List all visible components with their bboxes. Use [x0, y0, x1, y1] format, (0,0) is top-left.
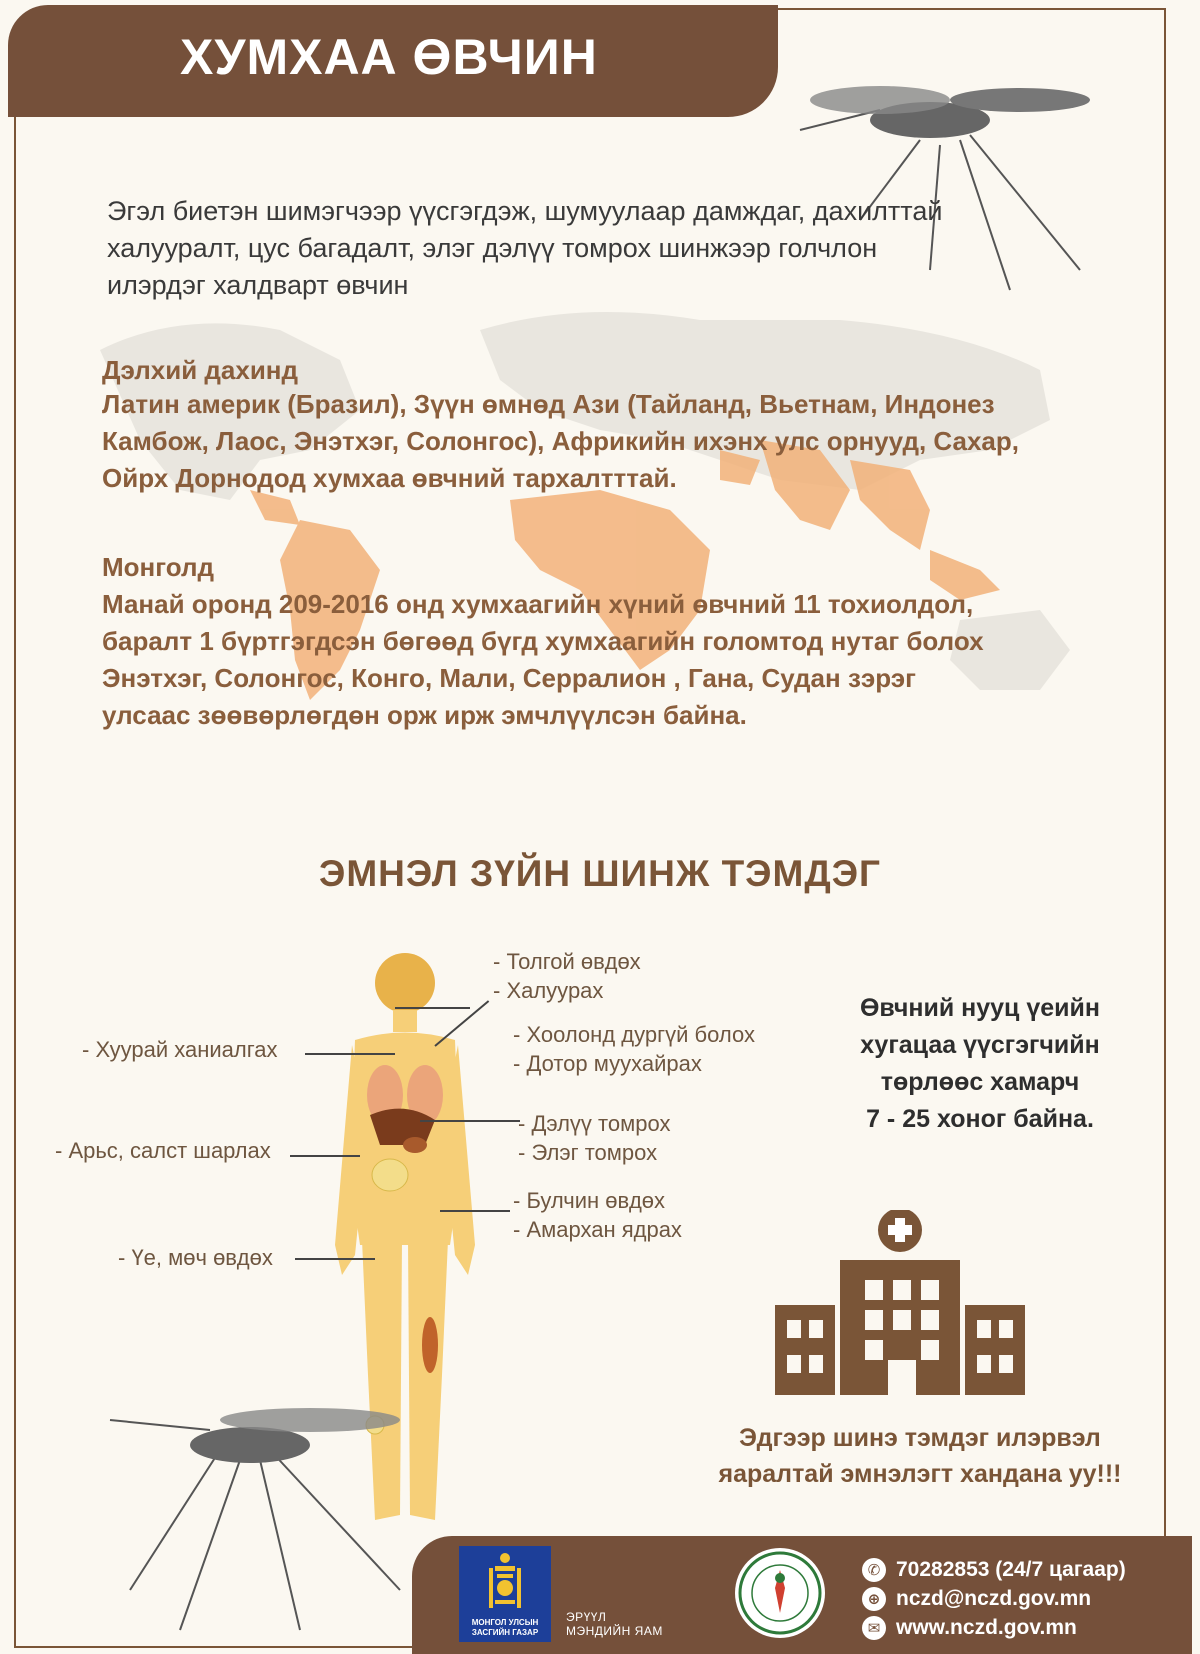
mongolia-line: Манай оронд 209-2016 онд хумхаагийн хүний өвчний 11 тохиолдол,: [102, 589, 974, 619]
symptom-muscle-pain: - Булчин өвдөх: [513, 1188, 666, 1213]
leader-line: [395, 1007, 470, 1009]
nczd-emblem-icon: [735, 1548, 825, 1638]
mail-icon: ✉: [862, 1616, 886, 1640]
symptom-nausea: - Дотор муухайрах: [513, 1051, 702, 1076]
symptom-liver: - Элэг томрох: [518, 1140, 658, 1165]
symptom-jaundice: - Арьс, салст шарлах: [55, 1138, 271, 1163]
phone-icon: ✆: [862, 1558, 886, 1582]
warning-line: Эдгээр шинэ тэмдэг илэрвэл: [739, 1424, 1101, 1452]
incubation-line: Өвчний нууц үеийн: [859, 994, 1101, 1022]
leader-line: [440, 1210, 510, 1212]
intro-line: халууралт, цус багадалт, элэг дэлүү томрох шинжээр голчлон: [107, 233, 878, 263]
contact-website[interactable]: [862, 1616, 1077, 1640]
mongolia-text: [102, 586, 1102, 734]
page-title: ХУМХАА ӨВЧИН: [180, 29, 598, 85]
mongolia-heading: Монголд: [102, 552, 214, 582]
intro-paragraph: [107, 193, 1107, 304]
symptom-joint-pain: - Үе, мөч өвдөх: [118, 1245, 273, 1270]
incubation-note: [800, 990, 1160, 1138]
incubation-line: төрлөөс хамарч: [880, 1068, 1080, 1096]
mosquito-illustration-bottom: [70, 1390, 410, 1640]
nczd-seal-logo: [735, 1548, 825, 1638]
government-logo-label: [459, 1618, 551, 1638]
email-address: nczd@nczd.gov.mn: [896, 1587, 1092, 1610]
globe-icon: ⊕: [862, 1587, 886, 1611]
symptoms-title: ЭМНЭЛ ЗҮЙН ШИНЖ ТЭМДЭГ: [319, 853, 881, 894]
ministry-line: ЭРҮҮЛ: [566, 1610, 607, 1624]
world-heading: Дэлхий дахинд: [102, 355, 299, 385]
warning-message: [650, 1420, 1190, 1492]
leader-line: [420, 1120, 520, 1122]
symptom-appetite-loss: - Хоолонд дургүй болох: [513, 1022, 755, 1047]
hospital-icon: [775, 1210, 1025, 1395]
world-line: Латин америк (Бразил), Зүүн өмнөд Ази (Тайланд, Вьетнам, Индонез: [102, 389, 995, 419]
world-text: [102, 386, 1102, 497]
contact-phone[interactable]: [862, 1558, 1126, 1582]
gov-label-line: МОНГОЛ УЛСЫН: [471, 1618, 539, 1627]
mongolia-line: баралт 1 бүртгэгдсэн бөгөөд бүгд хумхаагийн голомтод нутаг болох: [102, 626, 984, 656]
leader-line: [305, 1053, 395, 1055]
symptom-fatigue: - Амархан ядрах: [513, 1217, 682, 1242]
world-line: Ойрх Дорнодод хумхаа өвчний тархалтттай.: [102, 463, 677, 493]
contact-email[interactable]: [862, 1587, 1091, 1611]
website-url: www.nczd.gov.mn: [896, 1616, 1077, 1639]
symptom-headache: - Толгой өвдөх: [493, 949, 641, 974]
intro-line: Эгэл биетэн шимэгчээр үүсгэгдэж, шумуулаар дамждаг, дахилттай: [107, 196, 943, 226]
ministry-line: МЭНДИЙН ЯАМ: [566, 1624, 663, 1638]
symptom-dry-cough: - Хуурай ханиалгах: [82, 1037, 278, 1062]
intro-line: илэрдэг халдварт өвчин: [107, 270, 409, 300]
soyombo-icon: [459, 1546, 551, 1616]
mongolia-line: улсаас зөөвөрлөгдөн орж ирж эмчлүүлсэн байна.: [102, 700, 747, 730]
symptom-fever: - Халуурах: [493, 978, 604, 1003]
phone-number: 70282853 (24/7 цагаар): [896, 1558, 1126, 1581]
symptom-spleen: - Дэлүү томрох: [518, 1111, 671, 1136]
leader-line: [290, 1155, 360, 1157]
ministry-name: [566, 1610, 663, 1638]
gov-label-line: ЗАСГИЙН ГАЗАР: [471, 1628, 539, 1637]
mongolia-line: Энэтхэг, Солонгос, Конго, Мали, Серралион , Гана, Судан зэрэг: [102, 663, 916, 693]
incubation-line: 7 - 25 хоног байна.: [866, 1105, 1094, 1133]
leader-line: [295, 1258, 375, 1260]
warning-line: яаралтай эмнэлэгт хандана уу!!!: [718, 1460, 1122, 1488]
incubation-line: хугацаа үүсгэгчийн: [860, 1031, 1100, 1059]
world-line: Камбож, Лаос, Энэтхэг, Солонгос), Африкийн ихэнх улс орнууд, Сахар,: [102, 426, 1019, 456]
